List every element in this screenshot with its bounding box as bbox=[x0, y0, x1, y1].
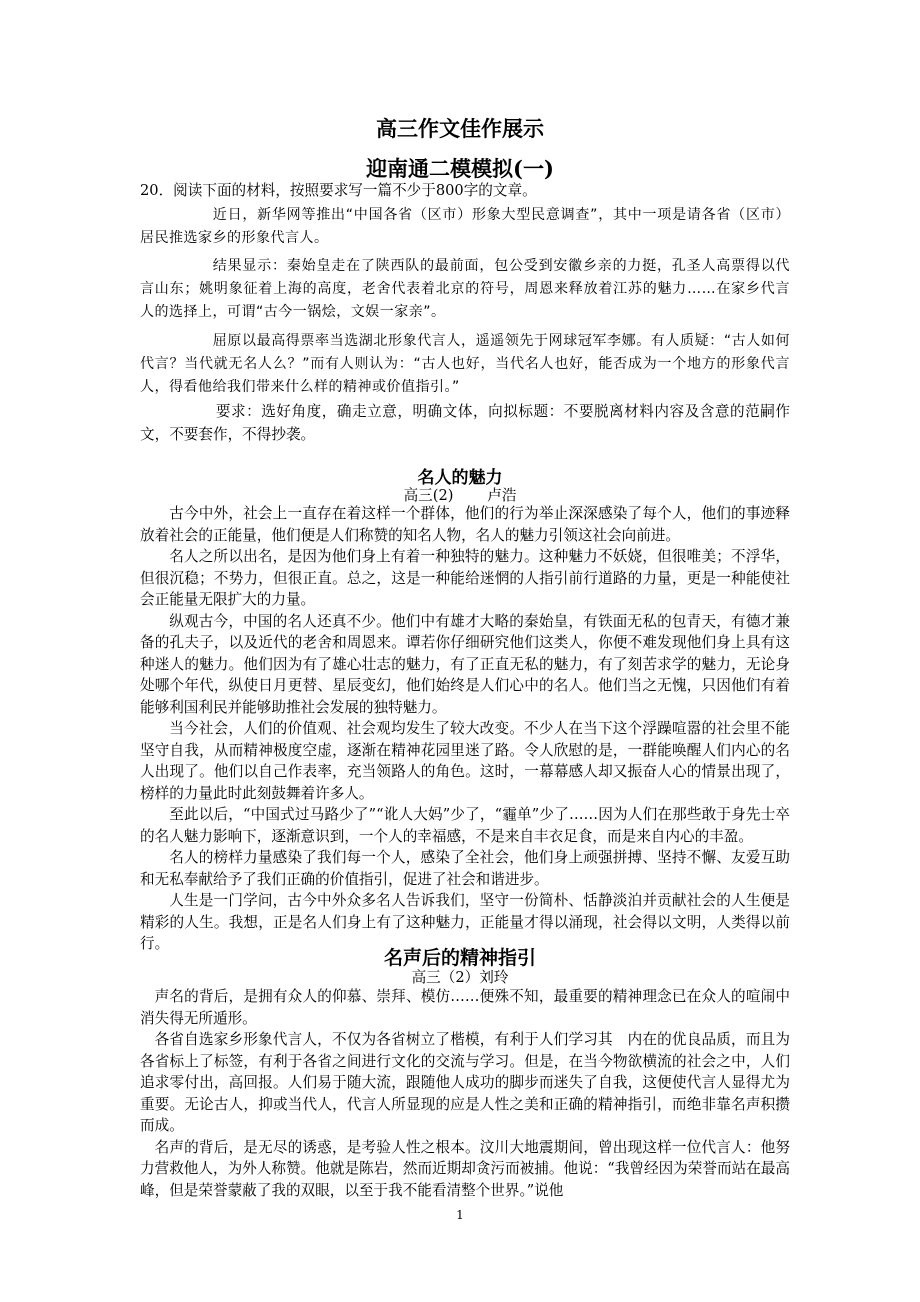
essay2-paragraph: 各省自选家乡形象代言人，不仅为各省树立了楷模，有利于人们学习其 内在的优良品质，而且为各省标上了标签，有利于各省之间进行文化的交流与学习。但是，在当今物欲横流的社会之中，人们追求零付出，高回报。人们易于随大流，跟随他人成功的脚步而迷失了自我，这便使代言人显得尤为重要。无论古人，抑或当代人，代言人所显现的应是人性之美和正确的精神指引，而绝非靠名声积攒而成。 bbox=[140, 1031, 790, 1134]
essay1-body bbox=[140, 503, 790, 955]
essay1-paragraph: 名人之所以出名，是因为他们身上有着一种独特的魅力。这种魅力不妖娆，但很唯美；不浮华，但很沉稳；不势力，但很正直。总之，这是一种能给迷惘的人指引前行道路的力量，更是一种能使社会正能量无限扩大的力量。 bbox=[140, 548, 790, 608]
essay2-paragraph: 名声的背后，是无尽的诱惑，是考验人性之根本。汶川大地震期间，曾出现这样一位代言人：他努力营救他人，为外人称赞。他就是陈岩，然而近期却贪污而被捕。他说：“我曾经因为荣誉而站在最高峰，但是荣誉蒙蔽了我的双眼，以至于我不能看清整个世界。”说他 bbox=[140, 1138, 790, 1199]
page-title: 高三作文佳作展示 bbox=[376, 116, 544, 141]
page-subtitle: 迎南通二模模拟(一) bbox=[366, 156, 554, 181]
essay1-paragraph: 古今中外，社会上一直存在着这样一个群体，他们的行为举止深深感染了每个人，他们的事迹释放着社会的正能量，他们便是人们称赞的知名人物，名人的魅力引领这社会向前进。 bbox=[140, 505, 790, 544]
essay1-paragraph: 至此以后，“中国式过马路少了”“讹人大妈”少了，“霾单”少了……因为人们在那些敢于身先士卒的名人魅力影响下，逐渐意识到，一个人的幸福感，不是来自丰衣足食，而是来自内心的丰盈。 bbox=[140, 806, 790, 845]
essay2-paragraph: 声名的背后，是拥有众人的仰慕、崇拜、模仿……便殊不知，最重要的精神理念已在众人的喧闹中消失得无所遁形。 bbox=[140, 988, 790, 1027]
essay1-paragraph: 人生是一门学问，古今中外众多名人告诉我们，坚守一份简朴、恬静淡泊并贡献社会的人生便是精彩的人生。我想，正是名人们身上有了这种魅力，正能量才得以涌现，社会得以文明，人类得以前行。 bbox=[140, 892, 790, 952]
prompt-material-3: 屈原以最高得票率当选湖北形象代言人，遥遥领先于网球冠军李娜。有人质疑：“古人如何代言？当代就无名人么？”而有人则认为：“古人也好，当代名人也好，能否成为一个地方的形象代言人，得看他给我们带来什么样的精神或价值指引。” bbox=[140, 333, 790, 395]
essay1-paragraph: 当今社会，人们的价值观、社会观均发生了较大改变。不少人在当下这个浮躁喧嚣的社会里不能坚守自我，从而精神极度空虚，逐渐在精神花园里迷了路。令人欣慰的是，一群能唤醒人们内心的名人出现了。他们以自己作表率，充当领路人的角色。这时，一幕幕感人却又振奋人心的情景出现了，榜样的力量此时此刻鼓舞着许多人。 bbox=[140, 720, 790, 802]
essay2-body bbox=[140, 986, 790, 1201]
page-number: 1 bbox=[456, 1208, 464, 1222]
prompt-question: 20．阅读下面的材料，按照要求写一篇不少于800字的文章。 bbox=[140, 182, 537, 199]
prompt-question-block bbox=[140, 180, 790, 203]
essay2-title: 名声后的精神指引 bbox=[383, 947, 536, 969]
prompt-material-1-block bbox=[140, 204, 790, 250]
prompt-material-1: 近日，新华网等推出“中国各省（区市）形象大型民意调查”，其中一项是请各省（区市）居民推选家乡的形象代言人。 bbox=[140, 207, 790, 246]
prompt-material-2-block bbox=[140, 255, 790, 324]
essay1-author: 高三(2) 卢浩 bbox=[403, 487, 517, 504]
essay2-author: 高三（2）刘玲 bbox=[411, 969, 509, 986]
prompt-material-3-block bbox=[140, 330, 790, 399]
essay1-paragraph: 名人的榜样力量感染了我们每一个人，感染了全社会，他们身上顽强拼搏、坚持不懈、友爱互助和无私奉献给予了我们正确的价值指引，促进了社会和谐进步。 bbox=[140, 849, 790, 888]
essay1-paragraph: 纵观古今，中国的名人还真不少。他们中有雄才大略的秦始皇，有铁面无私的包青天，有德才兼备的孔夫子，以及近代的老舍和周恩来。谭若你仔细研究他们这类人，你便不难发现他们身上具有这种迷人的魅力。他们因为有了雄心壮志的魅力，有了正直无私的魅力，有了刻苦求学的魅力，无论身处哪个年代，纵使日月更替、星辰变幻，他们始终是人们心中的名人。他们当之无愧，只因他们有着能够利国利民并能够助推社会发展的独特魅力。 bbox=[140, 612, 790, 716]
essay1-title: 名人的魅力 bbox=[417, 468, 503, 488]
prompt-requirement: 要求：选好角度，确走立意，明确文体，向拟标题：不要脱离材料内容及含意的范嗣作文，不要套作，不得抄袭。 bbox=[140, 403, 790, 443]
prompt-requirement-block bbox=[140, 400, 790, 446]
prompt-material-2: 结果显示：秦始皇走在了陕西队的最前面，包公受到安徽乡亲的力挺，孔圣人高票得以代言山东；姚明象征着上海的高度，老舍代表着北京的符号，周恩来释放着江苏的魅力……在家乡代言人的选择上，可谓“古今一锅烩，文娱一家亲”。 bbox=[140, 258, 790, 320]
